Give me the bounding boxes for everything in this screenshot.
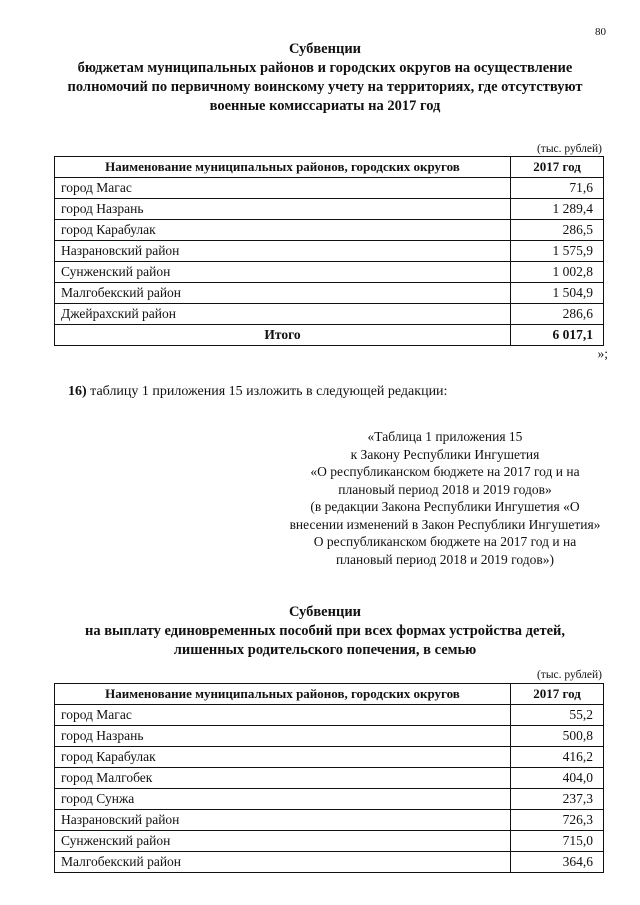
row-name: Малгобекский район [55,852,511,873]
row-value: 500,8 [511,726,604,747]
header-name: Наименование муниципальных районов, городских округов [55,684,511,705]
table-row [55,789,604,810]
section1-title-line: военные комиссариаты на 2017 год [209,98,441,114]
section1-table [54,156,604,346]
table-row [55,220,604,241]
section1-title-line: полномочий по первичному воинскому учету на территориях, где отсутствуют [67,79,583,95]
total-value: 6 017,1 [511,325,604,346]
reference-line: плановый период 2018 и 2019 годов») [336,551,554,567]
row-value: 1 289,4 [511,199,604,220]
row-name: Джейрахский район [55,304,511,325]
table-row [55,199,604,220]
row-name: город Сунжа [55,789,511,810]
section2-title [40,603,610,660]
section1-title [40,40,610,116]
section2-title-line: лишенных родительского попечения, в семью [173,642,477,658]
reference-line: внесении изменений в Закон Республики Ингушетия» [289,516,601,532]
row-value: 715,0 [511,831,604,852]
row-value: 1 504,9 [511,283,604,304]
row-value: 286,6 [511,304,604,325]
header-name: Наименование муниципальных районов, городских округов [55,157,511,178]
row-name: город Карабулак [55,220,511,241]
row-name: Сунженский район [55,831,511,852]
table-row [55,726,604,747]
row-value: 1 002,8 [511,262,604,283]
total-row [55,325,604,346]
header-value: 2017 год [511,157,604,178]
table-row [55,852,604,873]
section2-units: (тыс. рублей) [536,669,602,681]
table-row [55,747,604,768]
section1-title-line: Субвенции [288,41,362,57]
row-value: 55,2 [511,705,604,726]
table-row [55,304,604,325]
reference-line: «О республиканском бюджете на 2017 год и на [310,464,580,479]
table-header-row [55,157,604,178]
instruction-text: таблицу 1 приложения 15 изложить в следующей редакции: [86,384,448,399]
table-header-row [55,684,604,705]
reference-line: плановый период 2018 и 2019 годов» [338,481,552,497]
row-value: 364,6 [511,852,604,873]
reference-line: «Таблица 1 приложения 15 [367,429,523,444]
row-name: город Назрань [55,726,511,747]
table-row [55,831,604,852]
reference-line: О республиканском бюджете на 2017 год и на [313,534,577,549]
row-name: город Назрань [55,199,511,220]
row-value: 404,0 [511,768,604,789]
section2-table [54,683,604,873]
row-value: 726,3 [511,810,604,831]
row-name: Сунженский район [55,262,511,283]
section2-title-line: на выплату единовременных пособий при всех формах устройства детей, [84,623,565,639]
table-reference-block [270,428,620,568]
row-value: 286,5 [511,220,604,241]
section1-units: (тыс. рублей) [536,143,602,155]
closing-quote: »; [597,346,608,361]
section2-title-line: Субвенции [288,604,362,620]
instruction-paragraph [68,384,447,400]
row-name: Назрановский район [55,810,511,831]
row-name: город Магас [55,705,511,726]
table-row [55,768,604,789]
row-value: 416,2 [511,747,604,768]
row-name: город Магас [55,178,511,199]
reference-line: (в редакции Закона Республики Ингушетия «О [310,499,580,514]
table-row [55,178,604,199]
header-value: 2017 год [511,684,604,705]
section1-title-line: бюджетам муниципальных районов и городских округов на осуществление [77,60,573,76]
row-name: Малгобекский район [55,283,511,304]
instruction-number: 16) [68,384,87,399]
reference-line: к Закону Республики Ингушетия [350,446,540,462]
total-label: Итого [55,325,511,346]
row-value: 1 575,9 [511,241,604,262]
row-name: город Малгобек [55,768,511,789]
table-row [55,241,604,262]
table-row [55,283,604,304]
row-value: 237,3 [511,789,604,810]
table-row [55,262,604,283]
row-value: 71,6 [511,178,604,199]
page-number: 80 [595,26,606,38]
row-name: Назрановский район [55,241,511,262]
table-row [55,705,604,726]
table-row [55,810,604,831]
row-name: город Карабулак [55,747,511,768]
